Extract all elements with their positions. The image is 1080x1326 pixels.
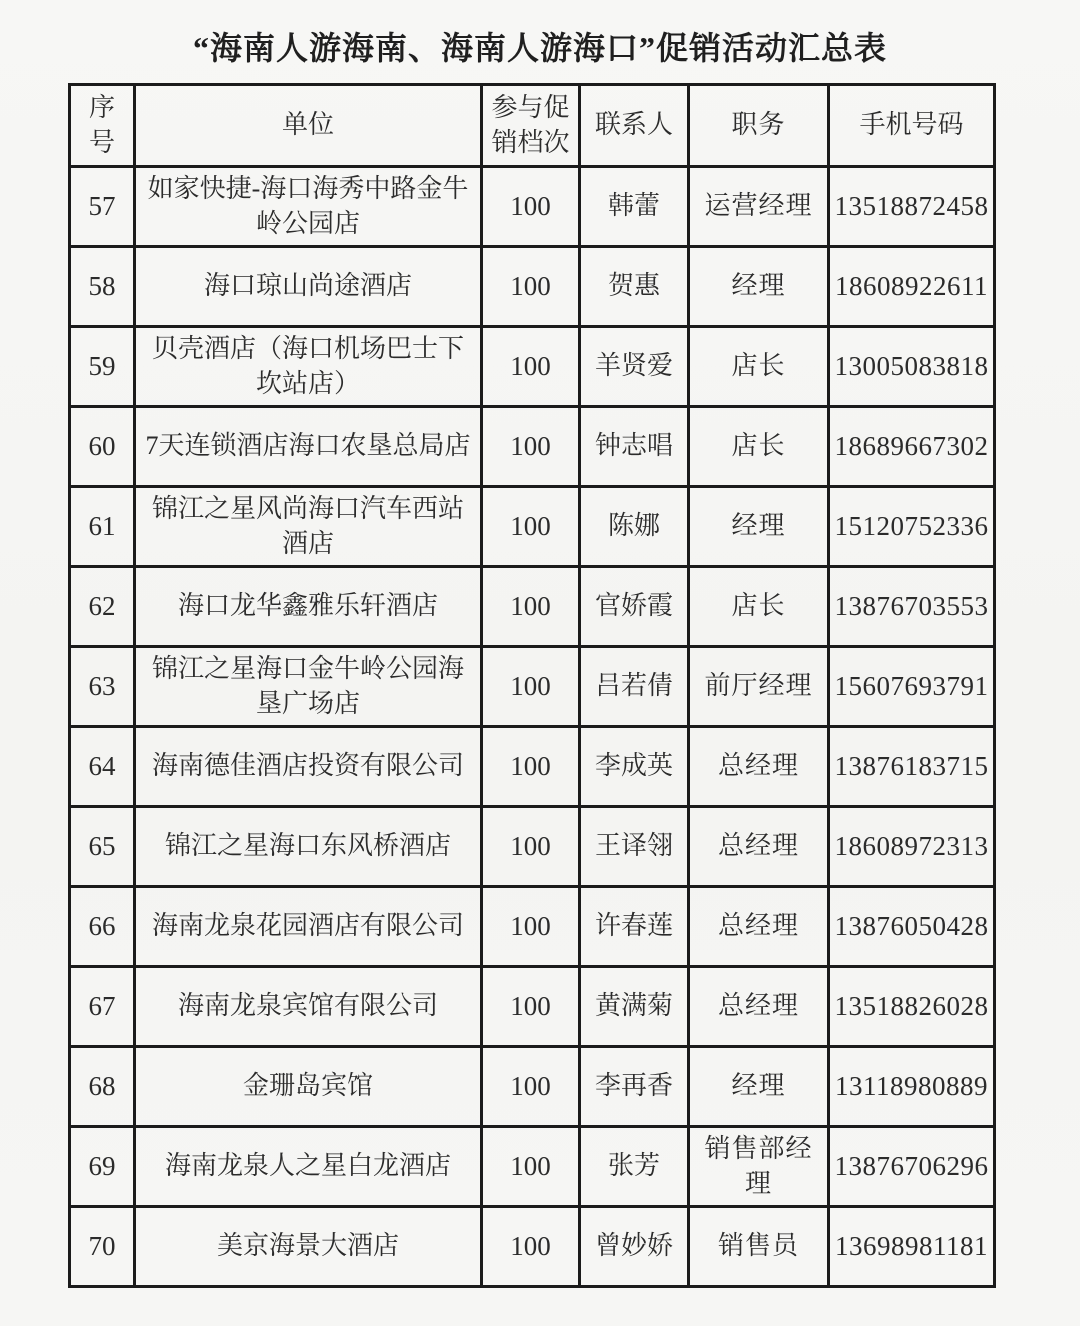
table-row [70, 1127, 995, 1207]
cell-phone: 15607693791 [829, 647, 995, 727]
cell-tier: 100 [482, 167, 580, 247]
cell-contact: 韩蕾 [580, 167, 689, 247]
cell-title: 总经理 [689, 727, 829, 807]
cell-contact: 吕若倩 [580, 647, 689, 727]
cell-tier: 100 [482, 567, 580, 647]
cell-title: 运营经理 [689, 167, 829, 247]
cell-title: 店长 [689, 567, 829, 647]
cell-tier: 100 [482, 967, 580, 1047]
cell-index: 62 [70, 567, 135, 647]
cell-tier: 100 [482, 247, 580, 327]
cell-unit: 海南龙泉人之星白龙酒店 [135, 1127, 482, 1207]
cell-phone: 13698981181 [829, 1207, 995, 1287]
cell-title: 销售员 [689, 1207, 829, 1287]
cell-title: 总经理 [689, 967, 829, 1047]
cell-title: 经理 [689, 1047, 829, 1127]
cell-contact: 曾妙娇 [580, 1207, 689, 1287]
cell-title: 经理 [689, 247, 829, 327]
cell-phone: 13876183715 [829, 727, 995, 807]
cell-index: 61 [70, 487, 135, 567]
cell-tier: 100 [482, 407, 580, 487]
cell-index: 57 [70, 167, 135, 247]
cell-unit: 海南龙泉宾馆有限公司 [135, 967, 482, 1047]
table-row [70, 407, 995, 487]
cell-tier: 100 [482, 327, 580, 407]
table-row [70, 727, 995, 807]
cell-index: 68 [70, 1047, 135, 1127]
cell-unit: 海口琼山尚途酒店 [135, 247, 482, 327]
cell-index: 65 [70, 807, 135, 887]
cell-unit: 锦江之星海口金牛岭公园海垦广场店 [135, 647, 482, 727]
column-header-unit: 单位 [135, 85, 482, 167]
cell-contact: 官娇霞 [580, 567, 689, 647]
cell-phone: 13005083818 [829, 327, 995, 407]
cell-tier: 100 [482, 647, 580, 727]
cell-phone: 13518872458 [829, 167, 995, 247]
cell-title: 总经理 [689, 887, 829, 967]
cell-title: 经理 [689, 487, 829, 567]
table-body [70, 167, 995, 1287]
column-header-title: 职务 [689, 85, 829, 167]
cell-index: 59 [70, 327, 135, 407]
cell-contact: 贺惠 [580, 247, 689, 327]
cell-title: 前厅经理 [689, 647, 829, 727]
cell-index: 60 [70, 407, 135, 487]
cell-unit: 锦江之星海口东风桥酒店 [135, 807, 482, 887]
cell-title: 销售部经理 [689, 1127, 829, 1207]
cell-unit: 海南德佳酒店投资有限公司 [135, 727, 482, 807]
table-row [70, 1047, 995, 1127]
cell-phone: 13118980889 [829, 1047, 995, 1127]
cell-contact: 羊贤爱 [580, 327, 689, 407]
cell-phone: 13876050428 [829, 887, 995, 967]
table-row [70, 647, 995, 727]
table-row [70, 487, 995, 567]
table-row [70, 327, 995, 407]
table-row [70, 167, 995, 247]
table-row [70, 887, 995, 967]
cell-tier: 100 [482, 487, 580, 567]
table-row [70, 967, 995, 1047]
cell-tier: 100 [482, 1127, 580, 1207]
table-row [70, 567, 995, 647]
column-header-index: 序号 [70, 85, 135, 167]
cell-index: 70 [70, 1207, 135, 1287]
table-head [70, 85, 995, 167]
cell-unit: 金珊岛宾馆 [135, 1047, 482, 1127]
cell-tier: 100 [482, 887, 580, 967]
summary-table [68, 83, 996, 1288]
cell-unit: 如家快捷-海口海秀中路金牛岭公园店 [135, 167, 482, 247]
cell-index: 69 [70, 1127, 135, 1207]
cell-unit: 贝壳酒店（海口机场巴士下坎站店） [135, 327, 482, 407]
cell-tier: 100 [482, 1207, 580, 1287]
cell-index: 66 [70, 887, 135, 967]
cell-index: 63 [70, 647, 135, 727]
cell-tier: 100 [482, 807, 580, 887]
cell-unit: 7天连锁酒店海口农垦总局店 [135, 407, 482, 487]
cell-phone: 15120752336 [829, 487, 995, 567]
table-row [70, 1207, 995, 1287]
column-header-tier: 参与促销档次 [482, 85, 580, 167]
cell-phone: 18608972313 [829, 807, 995, 887]
cell-phone: 13876703553 [829, 567, 995, 647]
table-row [70, 247, 995, 327]
column-header-contact: 联系人 [580, 85, 689, 167]
cell-unit: 海口龙华鑫雅乐轩酒店 [135, 567, 482, 647]
cell-unit: 海南龙泉花园酒店有限公司 [135, 887, 482, 967]
cell-contact: 陈娜 [580, 487, 689, 567]
cell-index: 67 [70, 967, 135, 1047]
cell-phone: 13518826028 [829, 967, 995, 1047]
cell-unit: 美京海景大酒店 [135, 1207, 482, 1287]
table-row [70, 807, 995, 887]
cell-phone: 13876706296 [829, 1127, 995, 1207]
cell-phone: 18608922611 [829, 247, 995, 327]
cell-contact: 李再香 [580, 1047, 689, 1127]
cell-tier: 100 [482, 1047, 580, 1127]
cell-title: 店长 [689, 407, 829, 487]
cell-unit: 锦江之星风尚海口汽车西站酒店 [135, 487, 482, 567]
cell-contact: 张芳 [580, 1127, 689, 1207]
cell-phone: 18689667302 [829, 407, 995, 487]
cell-title: 店长 [689, 327, 829, 407]
header-row [70, 85, 995, 167]
cell-title: 总经理 [689, 807, 829, 887]
cell-index: 58 [70, 247, 135, 327]
page-title: “海南人游海南、海南人游海口”促销活动汇总表 [192, 30, 887, 66]
cell-contact: 黄满菊 [580, 967, 689, 1047]
cell-contact: 李成英 [580, 727, 689, 807]
cell-contact: 钟志唱 [580, 407, 689, 487]
cell-contact: 许春莲 [580, 887, 689, 967]
cell-tier: 100 [482, 727, 580, 807]
cell-index: 64 [70, 727, 135, 807]
column-header-phone: 手机号码 [829, 85, 995, 167]
cell-contact: 王译翎 [580, 807, 689, 887]
